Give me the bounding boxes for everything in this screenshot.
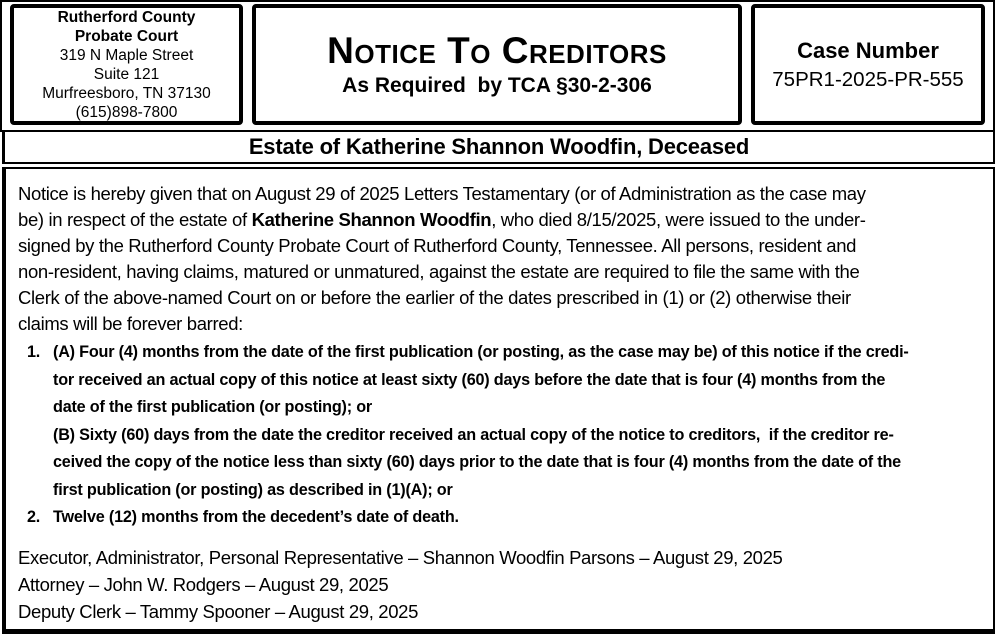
estate-title-bar xyxy=(2,130,995,164)
page-left-border xyxy=(0,0,2,132)
text-line: Probate Court xyxy=(74,27,179,45)
text-line: 319 N Maple Street xyxy=(59,46,194,64)
text-line: Murfreesboro, TN 37130 xyxy=(42,84,211,102)
case-number-label: Case Number xyxy=(797,37,939,63)
text-line: Clerk of the above-named Court on or before the earlier of the dates prescribed in (1) or (2) otherwise their xyxy=(18,287,851,308)
notice-subtitle: As Required by TCA §30-2-306 xyxy=(342,73,652,97)
notice-title-box xyxy=(252,4,742,125)
condition-item-number: 1. xyxy=(27,343,41,361)
text-line: be) in respect of the estate of Katherine Shannon Woodfin, who died 8/15/2025, were issued to the under- xyxy=(18,209,866,230)
page-right-border xyxy=(993,0,995,132)
condition-item-text xyxy=(53,422,901,505)
text-line: signed by the Rutherford County Probate Court of Rutherford County, Tennessee. All persons, resident and xyxy=(18,235,857,256)
text-line: (A) Four (4) months from the date of the first publication (or posting, as the case may be) of this notice if the credi- xyxy=(53,343,909,361)
text-line: Deputy Clerk – Tammy Spooner – August 29, 2025 xyxy=(18,600,419,622)
text-line: (B) Sixty (60) days from the date the creditor received an actual copy of the notice to creditors, if the creditor re- xyxy=(53,425,894,444)
text-line: Attorney – John W. Rodgers – August 29, 2025 xyxy=(18,573,389,595)
estate-title: Estate of Katherine Shannon Woodfin, Deceased xyxy=(248,134,750,159)
conditions-list xyxy=(18,339,985,532)
condition-item-text xyxy=(53,339,909,422)
case-number-box xyxy=(751,4,985,125)
signature-lines xyxy=(18,544,985,625)
page-top-border xyxy=(0,0,995,2)
notice-title: Notice To Creditors xyxy=(327,29,667,71)
condition-item xyxy=(27,422,985,505)
text-line: claims will be forever barred: xyxy=(18,313,243,334)
text-line: Rutherford County xyxy=(57,8,196,26)
text-line: non-resident, having claims, matured or unmatured, against the estate are required to file the same with the xyxy=(18,261,860,282)
text-line: first publication (or posting) as described in (1)(A); or xyxy=(53,480,453,499)
text-line: date of the first publication (or posting); or xyxy=(53,398,373,416)
court-address-box xyxy=(10,4,243,125)
condition-item-text xyxy=(53,504,459,532)
condition-item-number: 2. xyxy=(27,508,41,526)
condition-item-number xyxy=(27,422,53,505)
text-line: (615)898-7800 xyxy=(75,103,178,121)
text-line: Suite 121 xyxy=(93,65,160,83)
text-line: Notice is hereby given that on August 29 of 2025 Letters Testamentary (or of Administration as the case may xyxy=(18,183,866,204)
notice-paragraph xyxy=(18,181,985,337)
notice-body xyxy=(2,167,995,634)
text-line: ceived the copy of the notice less than sixty (60) days prior to the date that is four (4) months from the date of the xyxy=(53,453,901,471)
condition-item xyxy=(27,339,985,422)
text-line: tor received an actual copy of this notice at least sixty (60) days before the date that is four (4) months from the xyxy=(53,370,886,389)
text-line: Twelve (12) months from the decedent’s date of death. xyxy=(53,508,459,526)
condition-item xyxy=(27,504,985,532)
text-line: Executor, Administrator, Personal Representative – Shannon Woodfin Parsons – August 29, 2025 xyxy=(18,546,783,568)
case-number-value: 75PR1-2025-PR-555 xyxy=(772,67,964,91)
